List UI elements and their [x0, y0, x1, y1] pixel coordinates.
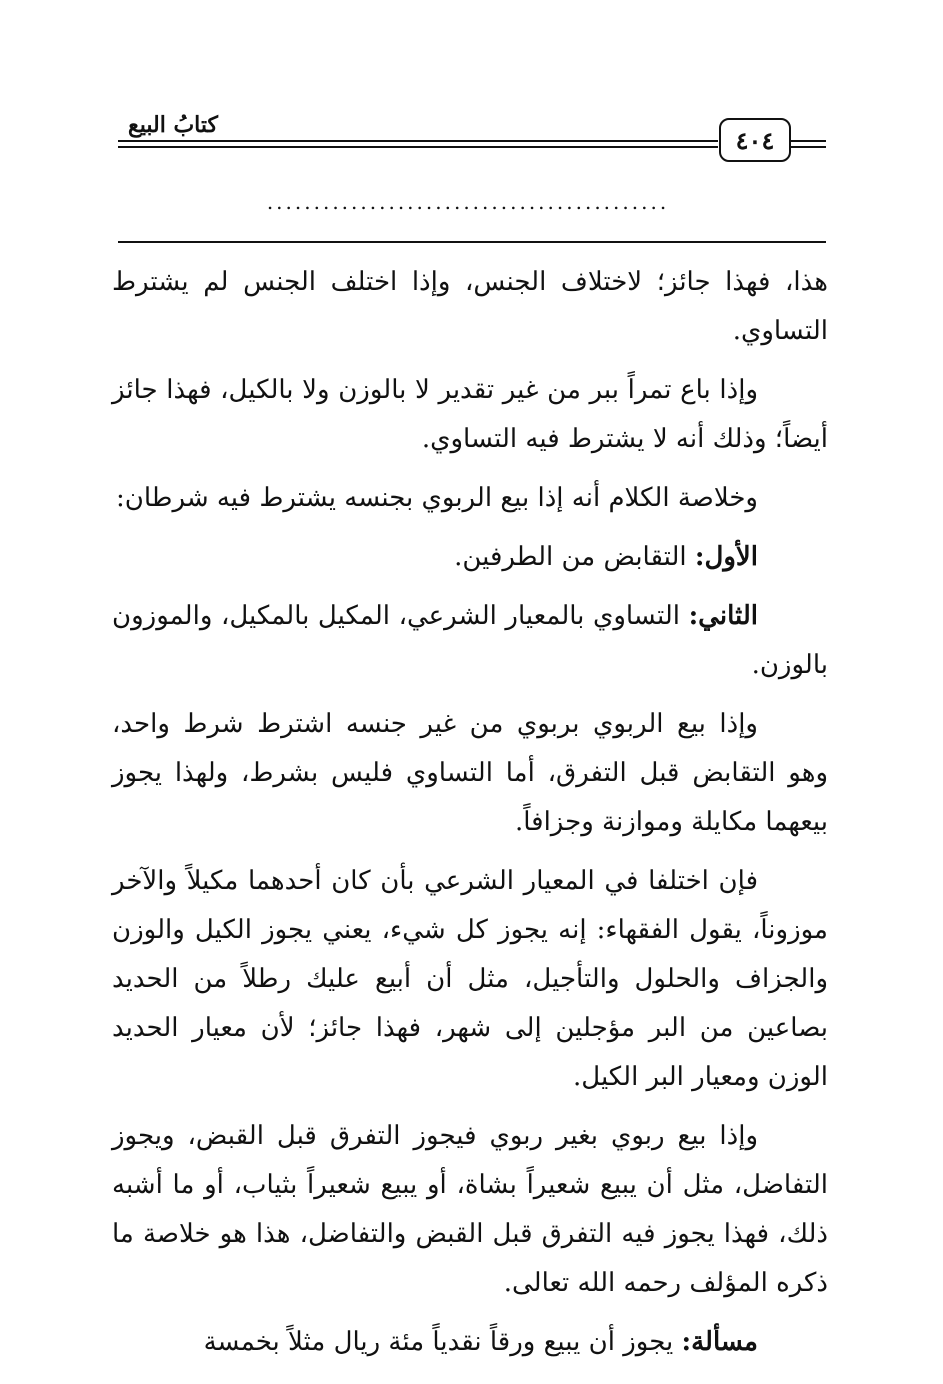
dotted-separator: ........................................... — [266, 192, 670, 212]
header-rule — [118, 146, 718, 148]
paragraph-label: الأول: — [694, 542, 758, 572]
paragraph-label: مسألة: — [681, 1327, 758, 1357]
paragraph: وإذا بيع الربوي بربوي من غير جنسه اشترط شرط واحد، وهو التقابض قبل التفرق، أما التساوي فليس بشرط، ولهذا يجوز بيعهما مكايلة وموازنة وجزافاً. — [112, 709, 828, 837]
paragraph: الأول: التقابض من الطرفين. — [454, 542, 758, 572]
footnote-divider — [118, 241, 826, 243]
paragraph: هذا، فهذا جائز؛ لاختلاف الجنس، وإذا اختلف الجنس لم يشترط التساوي. — [112, 267, 828, 346]
paragraph: وإذا باع تمراً ببر من غير تقدير لا بالوزن ولا بالكيل، فهذا جائز أيضاً؛ وذلك أنه لا يشترط فيه التساوي. — [112, 375, 828, 454]
page-number: ٤٠٤ — [719, 118, 791, 162]
paragraph: مسألة: يجوز أن يبيع ورقاً نقدياً مئة ريال مثلاً بخمسة — [203, 1327, 758, 1357]
paragraph: وخلاصة الكلام أنه إذا بيع الربوي بجنسه يشترط فيه شرطان: — [116, 483, 758, 513]
body-text — [112, 258, 828, 1377]
header-rule — [788, 140, 826, 142]
page-header — [118, 112, 826, 162]
paragraph-label: الثاني: — [688, 601, 758, 631]
book-title: كتابُ البيع — [118, 112, 228, 138]
header-rule — [788, 146, 826, 148]
paragraph: فإن اختلفا في المعيار الشرعي بأن كان أحدهما مكيلاً والآخر موزوناً، يقول الفقهاء: إنه يجوز كل شيء، يعني يجوز الكيل والوزن والجزاف والحلول والتأجيل، مثل أن أبيع عليك رطلاً من الحديد بصاعين من البر مؤجلين إلى شهر، فهذا جائز؛ لأن معيار الحديد الوزن ومعيار البر الكيل. — [112, 866, 828, 1092]
paragraph: الثاني: التساوي بالمعيار الشرعي، المكيل بالمكيل، والموزون بالوزن. — [112, 601, 828, 680]
paragraph: وإذا بيع ربوي بغير ربوي فيجوز التفرق قبل القبض، ويجوز التفاضل، مثل أن يبيع شعيراً بشاة، أو يبيع شعيراً بثياب، أو ما أشبه ذلك، فهذا يجوز فيه التفرق قبل القبض والتفاضل، هذا هو خلاصة ما ذكره المؤلف رحمه الله تعالى. — [112, 1121, 828, 1298]
header-rule — [118, 140, 718, 142]
